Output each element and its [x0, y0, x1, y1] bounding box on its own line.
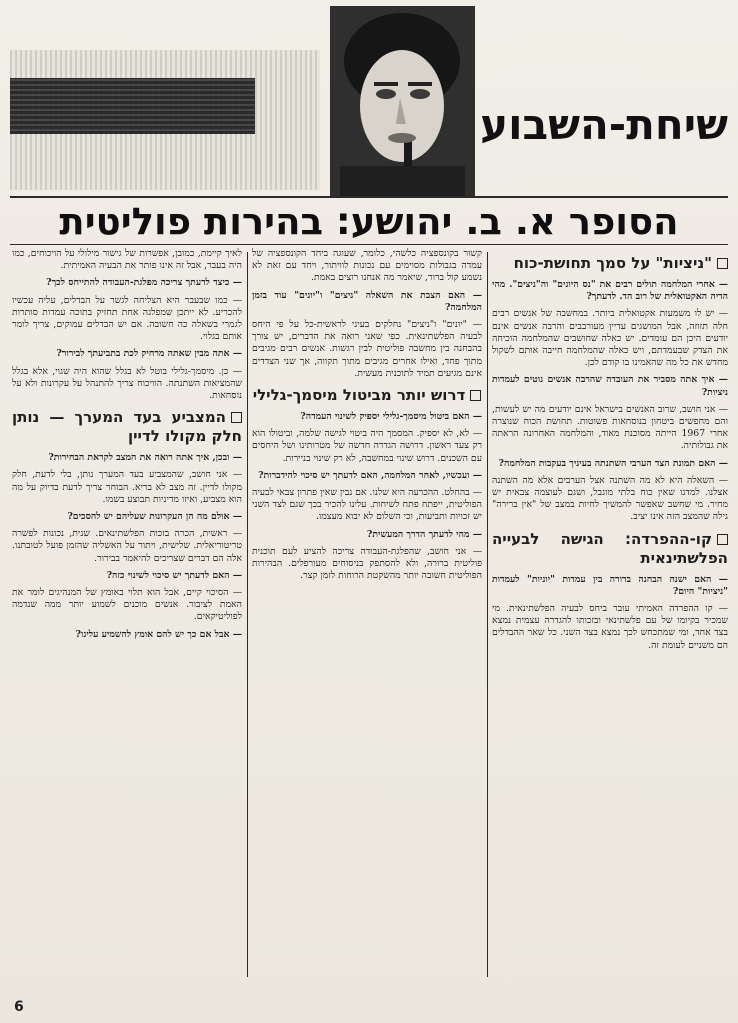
answer: — "יונים" ו"ניצים" נחלקים בעיני לראשית-כל על פי היחס לבעיה הפלשתינאית. כפי שאני רואה את הדברים, יש צורך בהבחנה בין מחשבה פוליטית לבין רגשות. אנשים רבים מגיבים מתוך פחד, ואילו אחרים מגיבים מתוך תקווה, אך שני הצדדים אינם מגיעים תמיד לתוכנית מעשית.: [252, 319, 482, 379]
headline: הסופר א. ב. יהושע: בהירות פוליטית: [59, 200, 679, 243]
box-bullet-icon: [717, 258, 728, 269]
question: — אבל אם כך יש להם אומץ להשמיע עלינו?: [75, 628, 242, 640]
question: — האם לדעתך יש סיכוי לשינוי כזה?: [106, 569, 242, 581]
header-rule: [10, 196, 728, 198]
subheading: [252, 386, 482, 405]
answer: — אני חושב, שהמצביע בעד המערך נותן, בלי לדעת, חלק מקולו לדיין. זה מצב לא בריא. הבוחר צריך לדעת בדיוק על מה הוא מצביע, ואיזו מדיניות תבוצע בשמו.: [12, 469, 242, 505]
answer: — אני חושב, שהפלגת-העבודה צריכה להציע לעם תוכנית פוליטית ברורה, ולא להסתפק בניסוחים מעורפלים. הבהירות הפוליטית חשובה יותר מהשקטת הרוחות לזמן קצר.: [252, 545, 482, 582]
column-divider-left: [247, 252, 248, 977]
box-bullet-icon: [470, 390, 481, 401]
subheading: [12, 408, 242, 446]
question: — האם ביטול מיסמך-גלילי יספיק לשינוי העמדה?: [300, 411, 482, 423]
subheading: [492, 254, 728, 273]
question: — האם תמונת הצד הערבי השתנתה בעיניך בעקבות המלחמה?: [498, 457, 728, 469]
headline-rule: [10, 244, 728, 245]
subheading-text: קו-ההפרדה: הגישה לבעייה הפלשתינאית: [492, 529, 728, 567]
question: — האם ישנה הבחנה ברורה בין עמדות "יוניות" לעמדות "ניציות" היום?: [492, 573, 728, 597]
article-column-right: [492, 248, 728, 978]
box-bullet-icon: [717, 534, 728, 545]
answer: — השאלה היא לא מה השתנה אצל הערבים אלא מה השתנה אצלנו. למדנו שאין כוח בלתי מוגבל, ושגם לעוצמה צבאית יש מחיר. מי שחשב שאפשר להמשיך לחיות במצב של "אין ברירה" גילה שהמצב הזה אינו יציב.: [492, 474, 728, 523]
question: — ובכן, איך אתה רואה את המצב לקראת הבחירות?: [48, 452, 242, 464]
question: — אחרי המלחמה תולים רבים את "נס היונים" וה"ניצים". מהי הדיה האקטואלית של רוב הד. לדעתך?: [492, 279, 728, 303]
answer: קשור בקונספציה כלשהי, כלומר, שעוגה ביחד הקונספציה של עמדה בגבולות מסוימים עם נכונות לוויתור, ויחד עם זאת לא נשמע קול ברור, שיאמר מה אנחנו רוצים באמת.: [252, 248, 482, 284]
answer: — אני חושב, שרוב האנשים בישראל אינם יודעים מה יש לעשות, והם מחפשים ביטחון בנוסחאות פשוטות. תחושת הכוח שנוצרה אחרי 1967 הייתה מסוכנת מאוד, והמלחמה האחרונה הראתה את גבולותיה.: [492, 403, 728, 452]
column-divider-right: [487, 252, 488, 977]
answer: — יש לו משמעות אקטואלית ביותר. במחשבה של אנשים רבים חלה תזוזה, אבל המושגים עדיין מעורבבים והרבה אנשים אינם יודעים היכן הם עומדים. יש כאלה שחושבים שהמלחמה הוכיחה את הצדק שבעמדתם, ויש כאלה שהמלחמה חייבה אותם לשקול מחדש את כל מה שהאמינו בו קודם לכן.: [492, 308, 728, 369]
answer: — הסיכוי קיים, אבל הוא תלוי באומץ של המנהיגים לומר את האמת לציבור. אנשים מוכנים לשמוע יותר ממה שנדמה לפוליטיקאים.: [12, 587, 242, 623]
question: — ועכשיו, לאחר המלחמה, האם לדעתך יש סיכוי להידברות?: [258, 469, 482, 481]
question: — איך אתה מסביר את העובדה שהרבה אנשים נוטים לעמדות ניציות?: [492, 374, 728, 398]
author-portrait: [330, 6, 475, 196]
page-number: 6: [14, 999, 24, 1015]
article-column-left: [12, 248, 242, 978]
article-column-middle: [252, 248, 482, 978]
answer: — לא, לא יספיק. המסמך היה ביטוי לגישה שלמה, וביטולו הוא רק צעד ראשון. דרושה הגדרה חדשה של מטרותינו ושל היחסים עם השכנים. דרוש שינוי במחשבה, לא רק שינוי בניירות.: [252, 428, 482, 464]
question: — מהי לדעתך הדרך המעשית?: [366, 528, 482, 540]
answer: — ראשית, הכרה בזכות הפלשתינאים. שנית, נכונות לפשרה טריטוריאלית. שלישית, ויתור על האשליה שהזמן פועל לטובתנו. אלה הם דברים שצריכים להיאמר בבירור.: [12, 528, 242, 564]
subheading-text: המצביע בעד המערך — נותן חלק מקולו לדיין: [12, 408, 242, 446]
banner-black-bar: [10, 78, 255, 134]
question: — כיצד לדעתך צריכה מפלגת-העבודה להתייחס לכך?: [46, 277, 242, 289]
answer: — בהחלט. ההכרעה היא שלנו. אם נבין שאין פתרון צבאי לבעיה הפוליטית, ייפתח פתח לשיחות. עלינו להכיר בכך שגם לצד השני יש זכויות ותביעות, וכי השלום לא יבוא מעצמו.: [252, 487, 482, 523]
answer: — כמו שבעבר היא הצליחה לגשר על הבדלים, עליה עכשיו להכריע. לא ייתכן שמפלגה אחת תחזיק בתוכה עמדות סותרות לגמרי בשאלה כה חשובה. אם יש הבדלים עמוקים, צריך לומר אותם בגלוי.: [12, 294, 242, 343]
answer: — כן. מיסמך-גלילי בוטל לא בגלל שהוא היה שגוי, אלא בגלל שהמציאות השתנתה. הוויכוח צריך להתנהל על עקרונות ולא על נוסחאות.: [12, 365, 242, 402]
answer: — קו ההפרדה האמיתי עובר ביחס לבעיה הפלשתינאית. מי שמכיר בקיומו של עם פלשתינאי ובזכותו להגדרה עצמית נמצא בצד אחד, ומי שמתכחש לכך נמצא בצד השני. כל שאר ההבדלים הם משניים לעומת זה.: [492, 603, 728, 651]
section-title: שיחת-השבוע: [480, 100, 728, 149]
question: — האם הצבת את השאלה "ניצים" ו"יונים" עוד בזמן המלחמה?: [252, 289, 482, 313]
subheading: [492, 530, 728, 568]
question: — אתה מבין שאתה מרחיק לכת בתביעתך לבירור?: [56, 348, 242, 360]
subheading-text: "ניציות" על סמך תחושת-כוח: [513, 254, 712, 272]
box-bullet-icon: [231, 412, 242, 423]
author-portrait-drawing: [330, 6, 475, 196]
subheading-text: דרוש יותר מביטול מיסמך-גלילי: [252, 386, 466, 405]
answer: לאיך קיימת, כמובן, אפשרות של גישור מילולי על הויכוחים, כמו היה בעבר, אבל זה אינו פותר את הבעיה האמיתית.: [12, 248, 242, 272]
question: — אולם מה הן העקרונות שעליהם יש להסכים?: [67, 511, 242, 523]
